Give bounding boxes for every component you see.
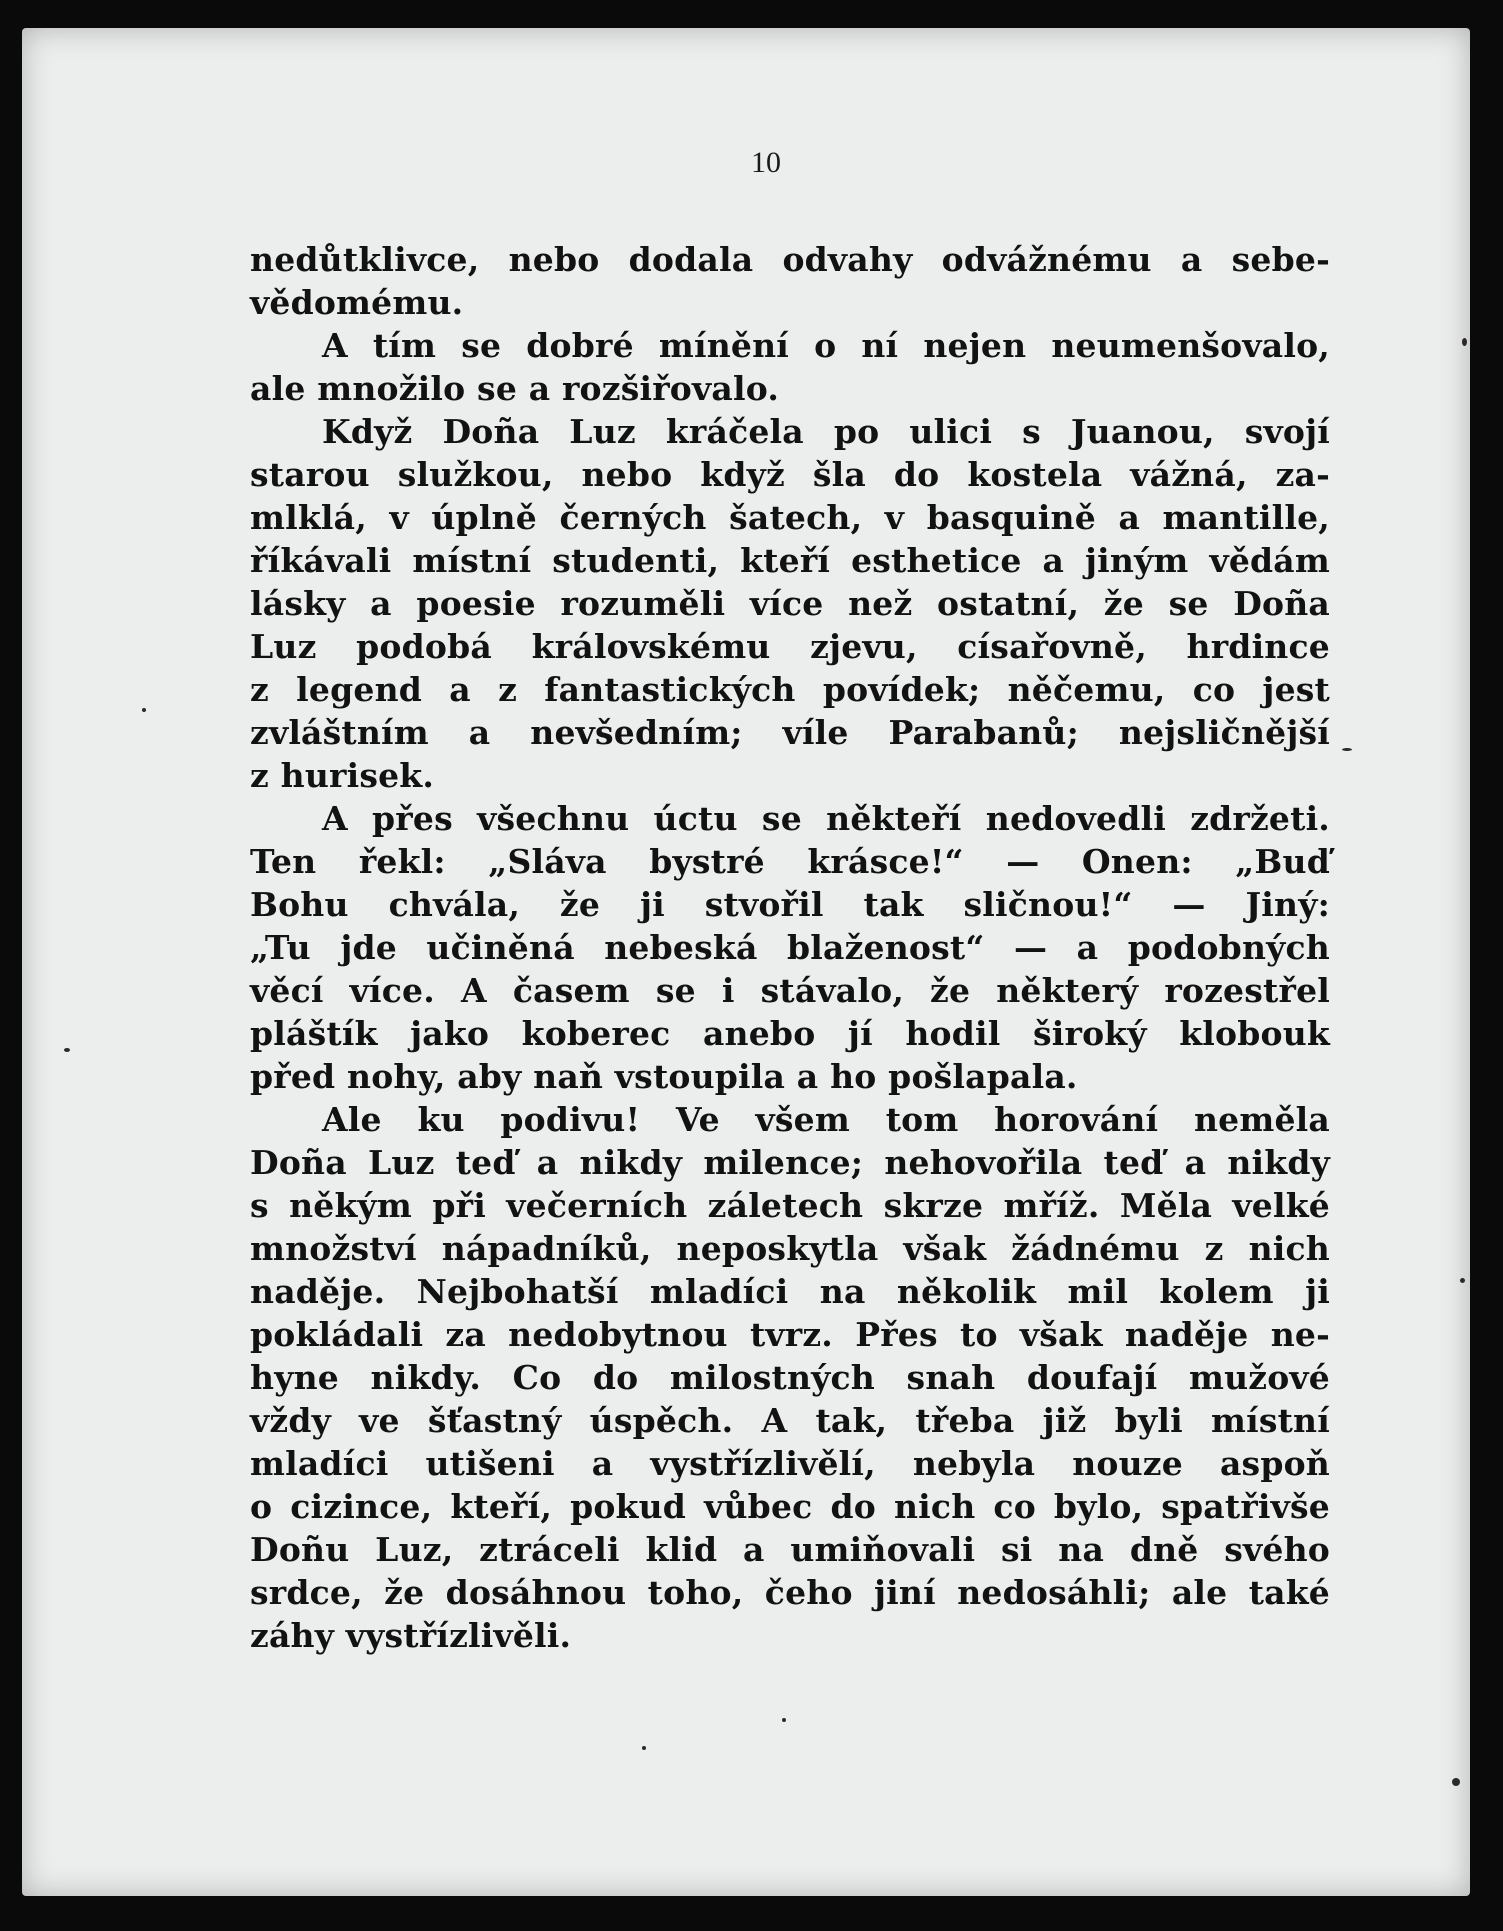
text-line: A přes všechnu úctu se někteří nedovedli zdržeti. xyxy=(322,799,1330,838)
text-line: srdce, že dosáhnou toho, čeho jiní nedosáhli; ale také xyxy=(250,1573,1330,1612)
text-line: Doña Luz teď a nikdy milence; nehovořila teď a nikdy xyxy=(250,1143,1330,1182)
text-line: z hurisek. xyxy=(250,756,435,795)
print-speck xyxy=(1452,1778,1460,1786)
text-line: Bohu chvála, že ji stvořil tak sličnou!“ — Jiný: xyxy=(250,885,1330,924)
text-line: Doñu Luz, ztráceli klid a umiňovali si na dně svého xyxy=(250,1530,1330,1569)
text-line: vždy ve šťastný úspěch. A tak, třeba již byli místní xyxy=(250,1401,1330,1440)
page-number: 10 xyxy=(751,146,781,179)
text-line: Když Doña Luz kráčela po ulici s Juanou, svojí xyxy=(322,412,1330,451)
print-speck xyxy=(642,1746,646,1750)
text-line: A tím se dobré mínění o ní nejen neumenšovalo, xyxy=(322,326,1330,365)
text-line: před nohy, aby naň vstoupila a ho pošlapala. xyxy=(250,1057,1078,1096)
text-line: mlklá, v úplně černých šatech, v basquině a mantille, xyxy=(250,498,1330,537)
print-speck xyxy=(782,1718,786,1722)
text-line: nedůtklivce, nebo dodala odvahy odvážnému a sebe- xyxy=(250,240,1330,279)
text-line: množství nápadníků, neposkytla však žádnému z nich xyxy=(250,1229,1330,1268)
text-line: ale množilo se a rozšiřovalo. xyxy=(250,369,780,408)
book-page xyxy=(22,28,1470,1896)
text-line: o cizince, kteří, pokud vůbec do nich co bylo, spatřivše xyxy=(250,1487,1330,1526)
text-line: záhy vystřízlivěli. xyxy=(250,1616,572,1655)
text-line: zvláštním a nevšedním; víle Parabanů; nejsličnější xyxy=(250,713,1330,752)
text-line: hyne nikdy. Co do milostných snah doufají mužové xyxy=(250,1358,1330,1397)
text-line: starou služkou, nebo když šla do kostela vážná, za- xyxy=(250,455,1330,494)
print-speck xyxy=(1462,338,1467,346)
print-speck xyxy=(1460,1278,1465,1283)
text-line: s někým při večerních záletech skrze mříž. Měla velké xyxy=(250,1186,1330,1225)
text-line: říkávali místní studenti, kteří esthetice a jiným vědám xyxy=(250,541,1330,580)
text-line: Ale ku podivu! Ve všem tom horování neměla xyxy=(322,1100,1330,1139)
text-line: věcí více. A časem se i stávalo, že některý rozestřel xyxy=(250,971,1330,1010)
print-speck xyxy=(142,708,146,712)
text-line: naděje. Nejbohatší mladíci na několik mil kolem ji xyxy=(250,1272,1330,1311)
text-line: vědomému. xyxy=(250,283,464,322)
body-text xyxy=(250,238,1330,1657)
text-line: „Tu jde učiněná nebeská blaženost“ — a podobných xyxy=(250,928,1330,967)
text-line: Ten řekl: „Sláva bystré krásce!“ — Onen: „Buď xyxy=(250,842,1330,881)
text-line: pláštík jako koberec anebo jí hodil široký klobouk xyxy=(250,1014,1330,1053)
text-line: pokládali za nedobytnou tvrz. Přes to však naděje ne- xyxy=(250,1315,1330,1354)
print-speck xyxy=(64,1048,70,1052)
text-line: Luz podobá královskému zjevu, císařovně, hrdince xyxy=(250,627,1330,666)
print-speck xyxy=(1342,748,1352,751)
text-line: lásky a poesie rozuměli více než ostatní, že se Doña xyxy=(250,584,1330,623)
text-line: z legend a z fantastických povídek; něčemu, co jest xyxy=(250,670,1330,709)
text-line: mladíci utišeni a vystřízlivělí, nebyla nouze aspoň xyxy=(250,1444,1330,1483)
